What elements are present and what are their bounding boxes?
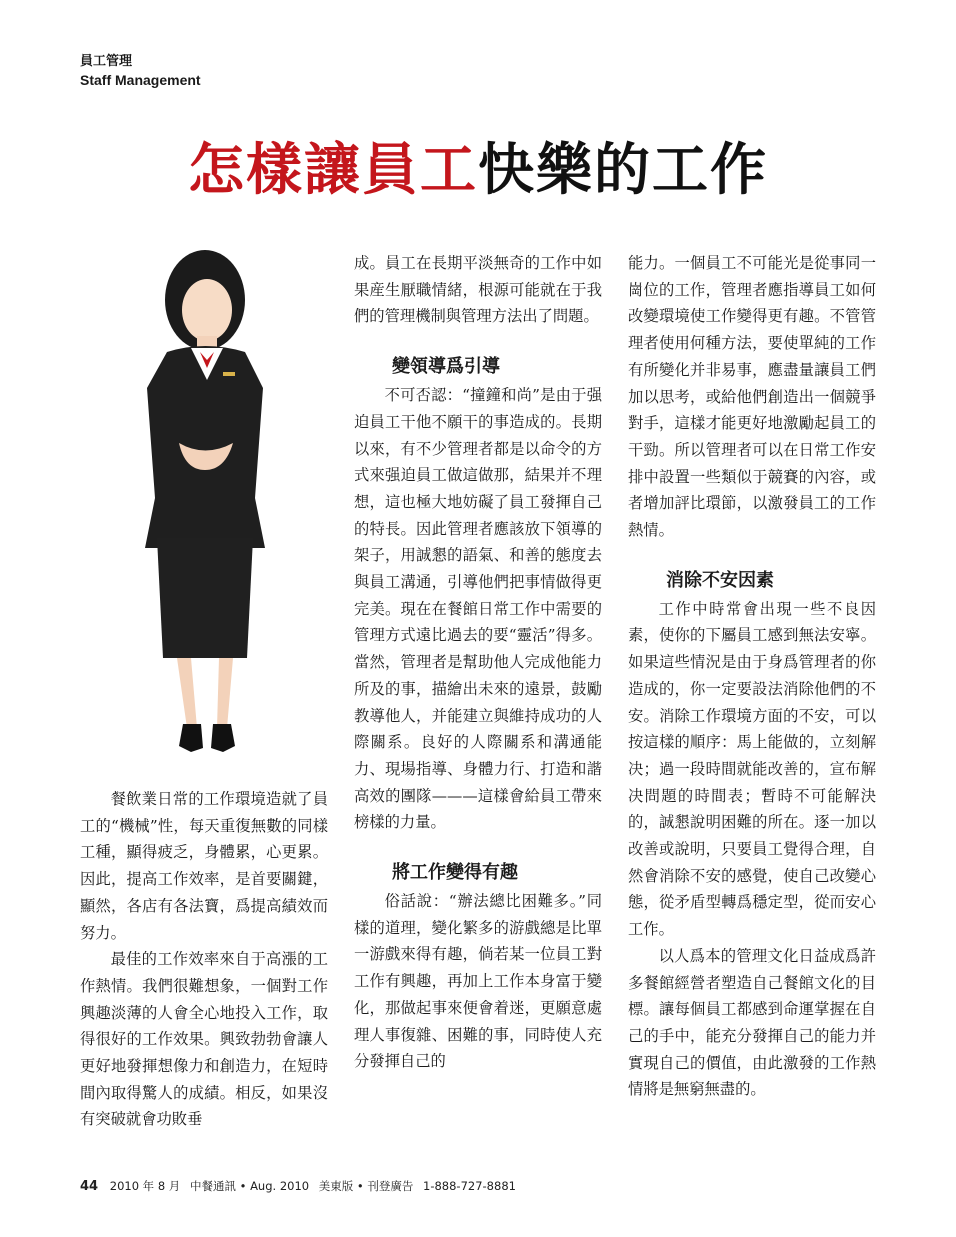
- column-1: [80, 786, 328, 1133]
- article-title: [0, 138, 956, 202]
- paragraph: 工作中時常會出現一些不良因素，使你的下屬員工感到無法安寧。如果這些情況是由于身爲管理者的你造成的，你一定要設法消除他們的不安。消除工作環境方面的不安，可以按這樣的順序：馬上能做的，立刻解决；過一段時間就能改善的，宣布解决問題的時間表；暫時不可能解決的，誠懇說明困難的所在。逐一加以改善或說明，只要員工覺得合理，自然會消除不安的感覺，使自己改變心態，從矛盾型轉爲穩定型，從而安心工作。: [628, 599, 876, 939]
- subheading: 變領導爲引導: [392, 356, 500, 378]
- paragraph-continued: 能力。一個員工不可能光是從事同一崗位的工作，管理者應指導員工如何改變環境使工作變得更有趣。不管管理者使用何種方法，要使單純的工作有所變化并非易事，應盡量讓員工們加以思考，或給他們創造出一個競爭對手，這樣才能更好地激勵起員工的干勁。所以管理者可以在日常工作安排中設置一些類似于競賽的內容，或者增加評比環節，以激發員工的工作熱情。: [628, 254, 876, 540]
- paragraph: 最佳的工作效率來自于高漲的工作熱情。我們很難想象，一個對工作興趣淡薄的人會全心地投入工作，取得很好的工作效果。興致勃勃會讓人更好地發揮想像力和創造力，在短時間內取得驚人的成績。相反，如果沒有突破就會功敗垂: [80, 950, 328, 1129]
- publication: 中餐通訊 • Aug. 2010: [189, 1179, 310, 1193]
- paragraph: 以人爲本的管理文化日益成爲許多餐館經營者塑造自己餐館文化的目標。讓每個員工都感到命運掌握在自己的手中，能充分發揮自己的能力并實現自己的價值，由此激發的工作熱情將是無窮無盡的。: [628, 946, 876, 1099]
- subheading: 消除不安因素: [666, 569, 774, 591]
- section-label-zh: 員工管理: [80, 54, 133, 69]
- section-label-en: Staff Management: [80, 72, 201, 88]
- column-3: [628, 250, 876, 1103]
- issue-date: 2010 年 8 月: [109, 1179, 181, 1193]
- page-number: 44: [80, 1179, 99, 1194]
- paragraph-continued: 成。員工在長期平淡無奇的工作中如果産生厭職情緒，根源可能就在于我們的管理機制與管理方法出了問題。: [354, 254, 602, 326]
- page-footer: [80, 1178, 522, 1194]
- paragraph: 餐飲業日常的工作環境造就了員工的“機械”性，每天重復無數的同樣工種，顯得疲乏，身體累，心更累。因此，提高工作效率，是首要關鍵，顯然，各店有各法寶，爲提高績效而努力。: [80, 790, 328, 942]
- businesswoman-illustration: [105, 248, 305, 763]
- edition: 美東版 • 刊登廣告: [318, 1179, 414, 1193]
- phone: 1-888-727-8881: [423, 1179, 516, 1193]
- column-2: [354, 250, 602, 1075]
- paragraph: 不可否認：“撞鐘和尚”是由于强迫員工干他不願干的事造成的。長期以來，有不少管理者都是以命令的方式來强迫員工做這做那，結果并不理想，這也極大地妨礙了員工發揮自己的特長。因此管理者應該放下領導的架子，用誠懇的語氣、和善的態度去與員工溝通，引導他們把事情做得更完美。現在在餐館日常工作中需要的管理方式遠比過去的要“靈活”得多。當然，管理者是幫助他人完成他能力所及的事，描繪出未來的遠景，鼓勵教導他人，并能建立與維持成功的人際關系。良好的人際關系和溝通能力、現場指導、身體力行、打造和諧高效的團隊———這樣會給員工帶來榜樣的力量。: [354, 386, 602, 832]
- subheading: 將工作變得有趣: [392, 862, 518, 884]
- title-black-part: 快樂的工作: [478, 137, 768, 203]
- title-red-part: 怎樣讓員工: [188, 137, 478, 203]
- paragraph: 俗話說：“辦法總比困難多。”同樣的道理，變化繁多的游戲總是比單一游戲來得有趣，倘若某一位員工對工作有興趣，再加上工作本身富于變化，那做起事來便會着迷，更願意處理人事復雜、困難的事，同時使人充分發揮自己的: [354, 892, 602, 1071]
